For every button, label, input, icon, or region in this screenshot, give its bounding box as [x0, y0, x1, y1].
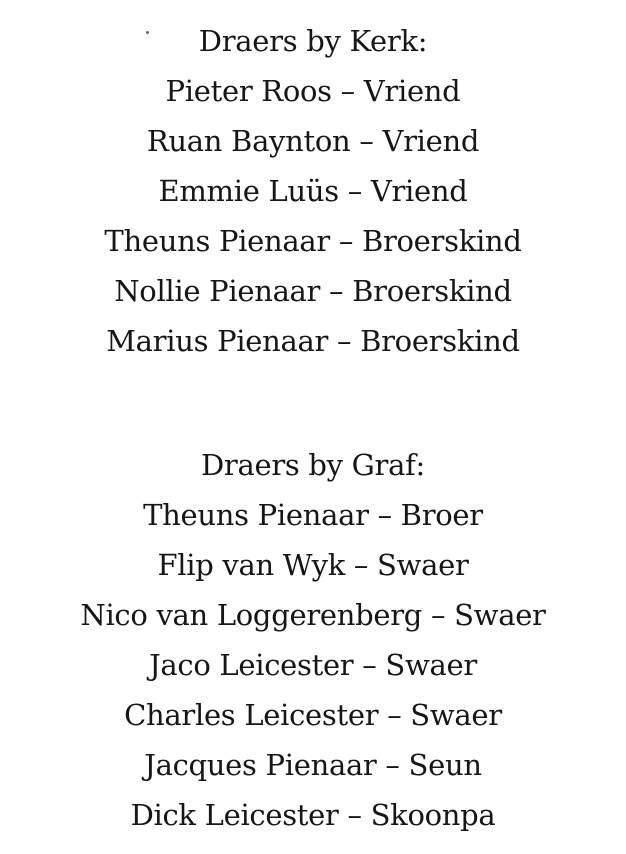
church-bearers-section	[0, 16, 626, 366]
grave-bearer-line: Charles Leicester – Swaer	[124, 698, 502, 732]
church-bearer-line: Nollie Pienaar – Broerskind	[114, 274, 512, 308]
church-bearer-line: Pieter Roos – Vriend	[165, 74, 461, 108]
church-bearer-line: Ruan Baynton – Vriend	[146, 124, 480, 158]
grave-bearer-line: Theuns Pienaar – Broer	[143, 498, 483, 532]
grave-bearer-line: Dick Leicester – Skoonpa	[130, 798, 496, 832]
church-bearer-line: Emmie Luüs – Vriend	[158, 174, 468, 208]
grave-bearer-line: Jacques Pienaar – Seun	[144, 748, 482, 782]
church-bearer-line: Theuns Pienaar – Broerskind	[104, 224, 522, 258]
grave-bearer-line: Nico van Loggerenberg – Swaer	[80, 598, 546, 632]
church-bearers-heading: Draers by Kerk:	[198, 24, 428, 58]
grave-bearers-section	[0, 440, 626, 840]
grave-bearer-line: Jaco Leicester – Swaer	[149, 648, 477, 682]
church-bearer-line: Marius Pienaar – Broerskind	[106, 324, 520, 358]
grave-bearers-heading: Draers by Graf:	[200, 448, 426, 482]
grave-bearer-line: Flip van Wyk – Swaer	[157, 548, 469, 582]
